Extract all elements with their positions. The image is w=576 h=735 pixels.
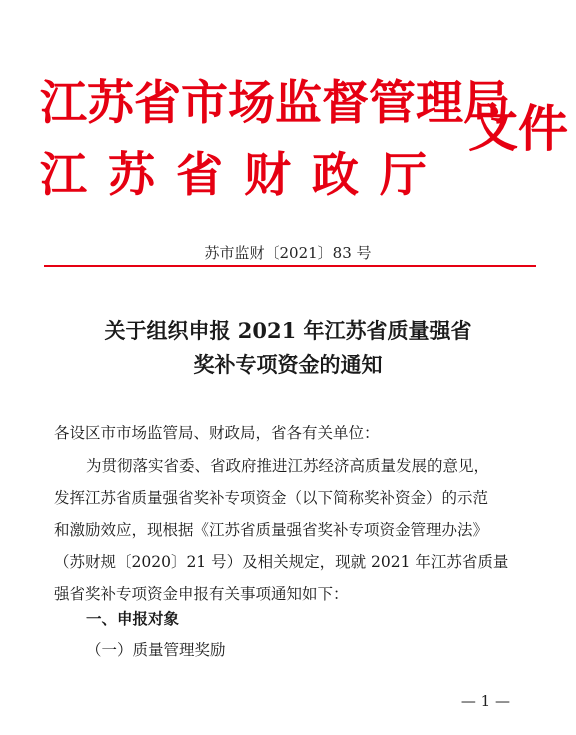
salutation: 各设区市市场监管局、财政局，省各有关单位： bbox=[54, 424, 380, 442]
page-number-text: — 1 — bbox=[460, 692, 510, 710]
section-heading-applicants: 一、申报对象 bbox=[86, 610, 180, 628]
paragraph-line: 为贯彻落实省委、省政府推进江苏经济高质量发展的意见， bbox=[86, 457, 490, 475]
paragraph-line: 发挥江苏省质量强省奖补专项资金（以下简称奖补资金）的示范 bbox=[54, 489, 489, 507]
subsection-heading-quality-award: （一）质量管理奖励 bbox=[86, 641, 226, 659]
red-divider-line bbox=[44, 265, 536, 267]
document-title-line-2: 奖补专项资金的通知 bbox=[193, 352, 383, 377]
paragraph-line: （苏财规〔2020〕21 号）及相关规定，现就 2021 年江苏省质量 bbox=[54, 553, 509, 571]
issuer-name-market-supervision: 江苏省市场监督管理局 bbox=[40, 76, 510, 131]
document-label: 文件 bbox=[468, 99, 568, 158]
document-title-line-1: 关于组织申报 2021 年江苏省质量强省 bbox=[104, 318, 472, 343]
issuer-name-finance-department: 江苏省财政厅 bbox=[40, 148, 448, 203]
paragraph-line: 强省奖补专项资金申报有关事项通知如下： bbox=[54, 585, 349, 603]
page-number bbox=[0, 692, 576, 710]
document-number: 苏市监财〔2021〕83 号 bbox=[204, 244, 372, 262]
paragraph-line: 和激励效应，现根据《江苏省质量强省奖补专项资金管理办法》 bbox=[54, 521, 489, 539]
